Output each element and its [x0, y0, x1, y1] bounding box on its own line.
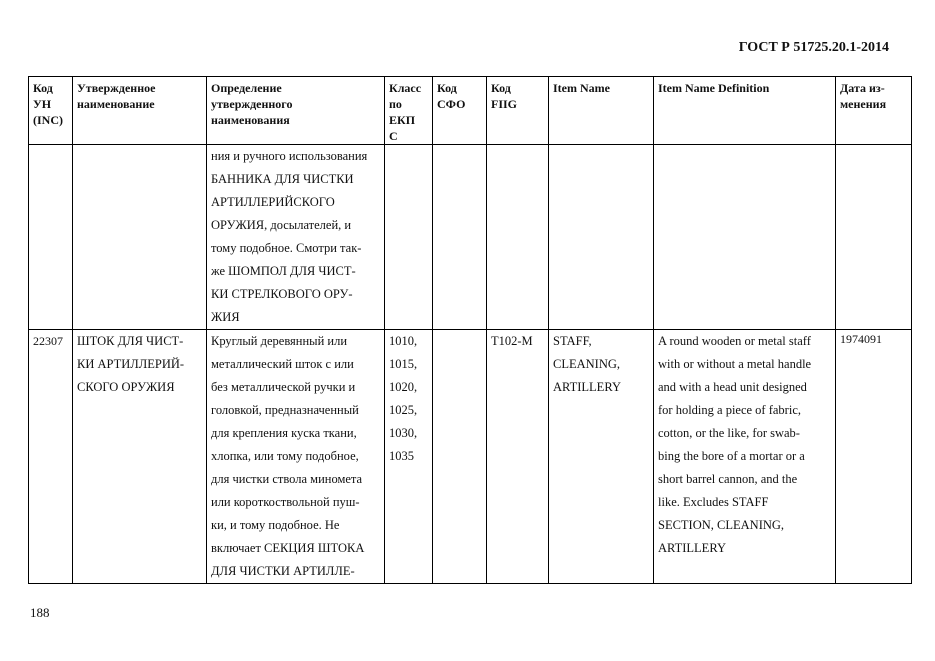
cell-line: ния и ручного использования — [211, 149, 368, 163]
cell-line: же ШОМПОЛ ДЛЯ ЧИСТ- — [211, 264, 356, 278]
cell-fiig — [487, 330, 549, 584]
column-header-line: Дата из- — [840, 81, 885, 95]
column-header-item-name — [549, 77, 654, 145]
cell-name — [73, 145, 207, 330]
cell-line: with or without a metal handle — [658, 357, 812, 371]
cell-line: 1010, — [389, 334, 418, 348]
cell-line: CLEANING, — [553, 357, 621, 371]
cell-sfo — [433, 145, 487, 330]
table-row — [29, 145, 912, 330]
column-header-line: Код — [491, 81, 511, 95]
cell-inc — [29, 145, 73, 330]
cell-definition — [207, 330, 385, 584]
table-header-row — [29, 77, 912, 145]
column-header-item-definition — [654, 77, 836, 145]
cell-line: тому подобное. Смотри так- — [211, 241, 362, 255]
column-header-line: (INC) — [33, 113, 63, 127]
cell-item-definition — [654, 145, 836, 330]
cell-line: cotton, or the like, for swab- — [658, 426, 800, 440]
column-header-line: наименование — [77, 97, 155, 111]
column-header-classes — [385, 77, 433, 145]
column-header-line: наименования — [211, 113, 290, 127]
cell-line: для чистки ствола миномета — [211, 472, 363, 486]
cell-line: A round wooden or metal staff — [658, 334, 811, 348]
cell-line: for holding a piece of fabric, — [658, 403, 801, 417]
cell-inc — [29, 330, 73, 584]
table-row — [29, 330, 912, 584]
column-header-line: Определение — [211, 81, 282, 95]
cell-line: 1035 — [389, 449, 414, 463]
column-header-line: С — [389, 129, 398, 143]
cell-line: 1030, — [389, 426, 418, 440]
cell-line: или короткоствольной пуш- — [211, 495, 360, 509]
column-header-line: Утвержденное — [77, 81, 156, 95]
column-header-line: ЕКП — [389, 113, 416, 127]
cell-classes — [385, 145, 433, 330]
column-header-line: Код — [33, 81, 53, 95]
cell-value: 1974091 — [840, 332, 882, 346]
cell-line: SECTION, CLEANING, — [658, 518, 785, 532]
cell-value: T102-M — [491, 334, 533, 348]
cell-line: like. Excludes STAFF — [658, 495, 769, 509]
cell-line: головкой, предназначенный — [211, 403, 359, 417]
cell-item-name — [549, 330, 654, 584]
cell-line: включает СЕКЦИЯ ШТОКА — [211, 541, 365, 555]
column-header-line: менения — [840, 97, 887, 111]
column-header-line: Класс — [389, 81, 422, 95]
cell-sfo — [433, 330, 487, 584]
cell-line: 1025, — [389, 403, 418, 417]
column-header-line: FIIG — [491, 97, 518, 111]
column-header-line: СФО — [437, 97, 466, 111]
cell-line: ARTILLERY — [658, 541, 726, 555]
cell-classes — [385, 330, 433, 584]
cell-line: ARTILLERY — [553, 380, 621, 394]
cell-fiig — [487, 145, 549, 330]
column-header-name — [73, 77, 207, 145]
cell-line: СКОГО ОРУЖИЯ — [77, 380, 175, 394]
column-header-sfo — [433, 77, 487, 145]
cell-line: для крепления куска ткани, — [211, 426, 357, 440]
cell-line: Круглый деревянный или — [211, 334, 348, 348]
cell-line: 1020, — [389, 380, 418, 394]
cell-line: АРТИЛЛЕРИЙСКОГО — [211, 195, 335, 209]
cell-line: ки, и тому подобное. Не — [211, 518, 340, 532]
column-header-fiig — [487, 77, 549, 145]
cell-definition — [207, 145, 385, 330]
cell-line: хлопка, или тому подобное, — [211, 449, 359, 463]
page-number: 188 — [30, 605, 50, 620]
cell-line: БАННИКА ДЛЯ ЧИСТКИ — [211, 172, 354, 186]
column-header-line: Код — [437, 81, 457, 95]
cell-line: short barrel cannon, and the — [658, 472, 798, 486]
column-header-date — [836, 77, 912, 145]
catalog-table — [28, 76, 912, 584]
cell-item-definition — [654, 330, 836, 584]
column-header-line: по — [389, 97, 402, 111]
column-header-definition — [207, 77, 385, 145]
cell-line: КИ СТРЕЛКОВОГО ОРУ- — [211, 287, 353, 301]
column-header-line: утвержденного — [211, 97, 293, 111]
cell-line: STAFF, — [553, 334, 592, 348]
document-id: ГОСТ Р 51725.20.1-2014 — [738, 40, 889, 55]
cell-item-name — [549, 145, 654, 330]
column-header-line: УН — [33, 97, 52, 111]
cell-line: bing the bore of a mortar or a — [658, 449, 805, 463]
column-header-inc — [29, 77, 73, 145]
cell-line: металлический шток с или — [211, 357, 354, 371]
column-header-line: Item Name — [553, 81, 610, 95]
column-header-line: Item Name Definition — [658, 81, 770, 95]
cell-line: 1015, — [389, 357, 418, 371]
cell-date — [836, 330, 912, 584]
cell-line: ДЛЯ ЧИСТКИ АРТИЛЛЕ- — [211, 564, 355, 578]
cell-line: and with a head unit designed — [658, 380, 807, 394]
cell-line: ОРУЖИЯ, досылателей, и — [211, 218, 352, 232]
cell-line: ШТОК ДЛЯ ЧИСТ- — [77, 334, 184, 348]
cell-name — [73, 330, 207, 584]
cell-line: без металлической ручки и — [211, 380, 356, 394]
cell-line: ЖИЯ — [211, 310, 240, 324]
cell-date — [836, 145, 912, 330]
cell-value: 22307 — [33, 334, 63, 348]
cell-line: КИ АРТИЛЛЕРИЙ- — [77, 357, 185, 371]
